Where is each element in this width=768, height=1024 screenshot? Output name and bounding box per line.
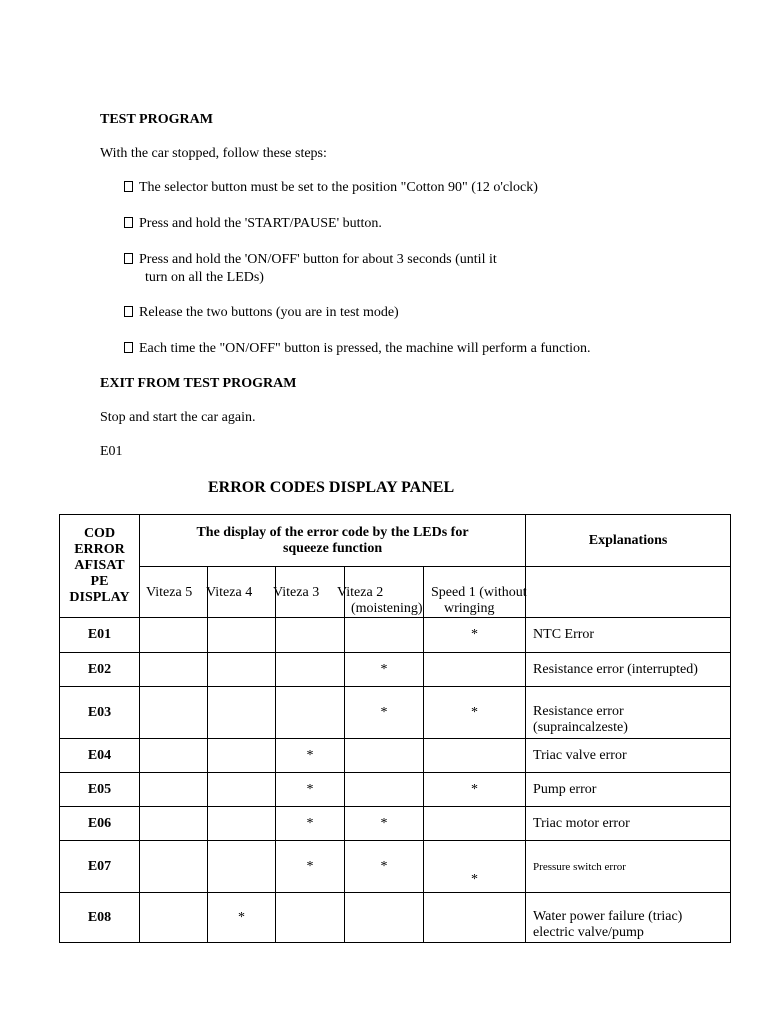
led-mark-cell: * [345,807,424,841]
error-code-cell: E07 [60,841,140,893]
empty-square-bullet-icon [124,217,133,228]
led-mark-cell [140,893,208,943]
led-mark-cell: * [424,841,526,893]
table-row [60,739,731,773]
header-viteza-2: Viteza 2 (moistening) [345,567,424,618]
led-mark-cell [345,893,424,943]
error-code-cell: E05 [60,773,140,807]
led-mark-cell: * [276,739,345,773]
led-mark-cell: * [208,893,276,943]
led-mark-cell: * [276,807,345,841]
explanation-line: NTC Error [533,627,595,642]
led-mark-cell [140,739,208,773]
table-row [60,773,731,807]
panel-title: ERROR CODES DISPLAY PANEL [208,479,455,496]
step-4 [124,305,399,321]
step-5-text: Each time the "ON/OFF" button is pressed, the machine will perform a function. [139,341,591,356]
explanation-cell [526,841,731,893]
led-mark-cell [140,773,208,807]
explanation-line: Pump error [533,781,597,797]
section-title-test-program: TEST PROGRAM [100,112,213,127]
led-mark-cell [276,618,345,653]
header-viteza-3: Viteza 3 [276,567,345,618]
step-5 [124,341,591,357]
led-mark-cell [276,893,345,943]
empty-square-bullet-icon [124,342,133,353]
led-mark-cell: * [276,841,345,893]
led-mark-cell [140,687,208,739]
led-mark-cell [140,841,208,893]
step-2 [124,216,382,232]
led-mark-cell [140,618,208,653]
explanation-line: Resistance error [533,703,624,719]
header-cod-error: COD ERROR AFISAT PE DISPLAY [60,515,140,618]
step-4-text: Release the two buttons (you are in test mode) [139,305,399,320]
led-mark-cell: * [424,618,526,653]
step-3-text: Press and hold the 'ON/OFF' button for about 3 seconds (until it [139,252,497,267]
table-row [60,618,731,653]
empty-square-bullet-icon [124,181,133,192]
step-3-continuation: turn on all the LEDs) [145,270,264,285]
error-code-cell: E06 [60,807,140,841]
explanation-line: Pressure switch error [533,860,626,873]
led-mark-cell [208,687,276,739]
explanation-line: electric valve/pump [533,924,644,940]
header-speed-1: Speed 1 (without wringing [424,567,526,618]
header-viteza-4: Viteza 4 [208,567,276,618]
explanation-cell [526,653,731,687]
error-code-cell: E03 [60,687,140,739]
table-row [60,687,731,739]
explanation-cell [526,807,731,841]
led-mark-cell [345,618,424,653]
error-code-cell: E01 [60,618,140,653]
led-mark-cell [424,807,526,841]
error-code-cell: E08 [60,893,140,943]
step-1-text: The selector button must be set to the position "Cotton 90" (12 o'clock) [139,180,538,195]
explanation-line: Water power failure (triac) [533,908,683,924]
led-mark-cell [208,653,276,687]
explanation-line: Triac valve error [533,747,627,763]
header-explanations-empty [526,567,731,618]
exit-text: Stop and start the car again. [100,410,256,425]
table-row [60,807,731,841]
led-mark-cell [424,739,526,773]
led-mark-cell: * [345,841,424,893]
explanation-line: Resistance error (interrupted) [533,661,698,677]
led-mark-cell [208,618,276,653]
error-code-cell: E04 [60,739,140,773]
explanation-cell [526,687,731,739]
led-mark-cell [208,807,276,841]
led-mark-cell: * [345,653,424,687]
explanation-cell [526,618,731,653]
led-mark-cell: * [345,687,424,739]
led-mark-cell [140,807,208,841]
led-mark-cell [345,773,424,807]
led-mark-cell [208,773,276,807]
table-row [60,653,731,687]
led-mark-cell [424,893,526,943]
step-3 [124,252,497,268]
led-mark-cell [276,653,345,687]
explanation-cell [526,773,731,807]
header-explanations: Explanations [526,515,731,567]
explanation-line: Triac motor error [533,815,630,831]
led-mark-cell [208,739,276,773]
empty-square-bullet-icon [124,253,133,264]
led-mark-cell: * [276,773,345,807]
table-row [60,893,731,943]
header-leds: The display of the error code by the LEDs for squeeze function [140,515,526,567]
header-viteza-5: Viteza 5 [140,567,208,618]
empty-square-bullet-icon [124,306,133,317]
error-code-cell: E02 [60,653,140,687]
led-mark-cell [140,653,208,687]
led-mark-cell: * [424,773,526,807]
step-1 [124,180,538,196]
code-label: E01 [100,444,123,459]
led-mark-cell: * [424,687,526,739]
explanation-cell [526,739,731,773]
explanation-line: (supraincalzeste) [533,719,628,735]
intro-text: With the car stopped, follow these steps: [100,146,327,161]
led-mark-cell [345,739,424,773]
explanation-cell [526,893,731,943]
step-2-text: Press and hold the 'START/PAUSE' button. [139,216,382,231]
led-mark-cell [208,841,276,893]
section-title-exit: EXIT FROM TEST PROGRAM [100,376,297,391]
led-mark-cell [424,653,526,687]
error-codes-table [59,514,731,943]
led-mark-cell [276,687,345,739]
table-row [60,841,731,893]
